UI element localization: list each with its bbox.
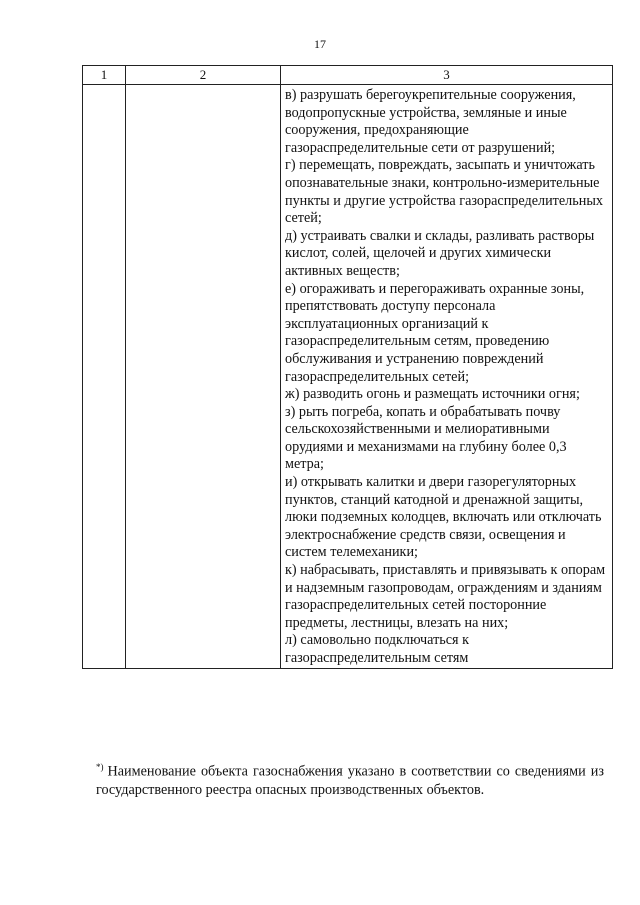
list-item: л) самовольно подключаться к газораспределительным сетям (285, 632, 470, 666)
list-item: з) рыть погреба, копать и обрабатывать почву сельскохозяйственными и мелиоративными орудиями и механизмами на глубину более 0,3 метра; (285, 403, 567, 473)
header-col-1: 1 (83, 66, 126, 85)
footnote-text: Наименование объекта газоснабжения указано в соответствии со сведениями из государственного реестра опасных производственных объектов. (96, 763, 604, 798)
header-col-3: 3 (281, 66, 613, 85)
table-row (83, 85, 613, 669)
table-header-row (83, 66, 613, 85)
table-cell-col-3 (281, 85, 613, 669)
list-item: к) набрасывать, приставлять и привязывать к опорам и надземным газопроводам, ограждениям и зданиям газораспределительных сетей посторонние предметы, лестницы, влезать на них; (285, 562, 606, 631)
list-item: в) разрушать берегоукрепительные сооружения, водопропускные устройства, земляные и иные сооружения, предохраняющие газораспределительные сети от разрушений; (285, 87, 576, 156)
list-item: д) устраивать свалки и склады, разливать растворы кислот, солей, щелочей и других химически активных веществ; (285, 227, 595, 279)
table-cell-col-2 (126, 85, 281, 669)
header-col-2: 2 (126, 66, 281, 85)
list-item: е) огораживать и перегораживать охранные зоны, препятствовать доступу персонала эксплуатационных организаций к газораспределительным сетям, проведению обслуживания и устранению повреждений газораспределительных сетей; (285, 280, 585, 385)
footnote-mark: *) (96, 762, 104, 772)
requirements-table (82, 65, 613, 669)
list-item: ж) разводить огонь и размещать источники огня; (285, 386, 580, 403)
list-item: и) открывать калитки и двери газорегуляторных пунктов, станций катодной и дренажной защиты, люки подземных колодцев, включать или отключать электроснабжение средств связи, освещения и систем телемеханики; (285, 474, 602, 561)
table-cell-col-1 (83, 85, 126, 669)
page-number: 17 (314, 37, 326, 51)
list-item: г) перемещать, повреждать, засыпать и уничтожать опознавательные знаки, контрольно-измерительные пункты и другие устройства газораспределительных сетей; (285, 157, 603, 227)
footnote (96, 758, 604, 799)
